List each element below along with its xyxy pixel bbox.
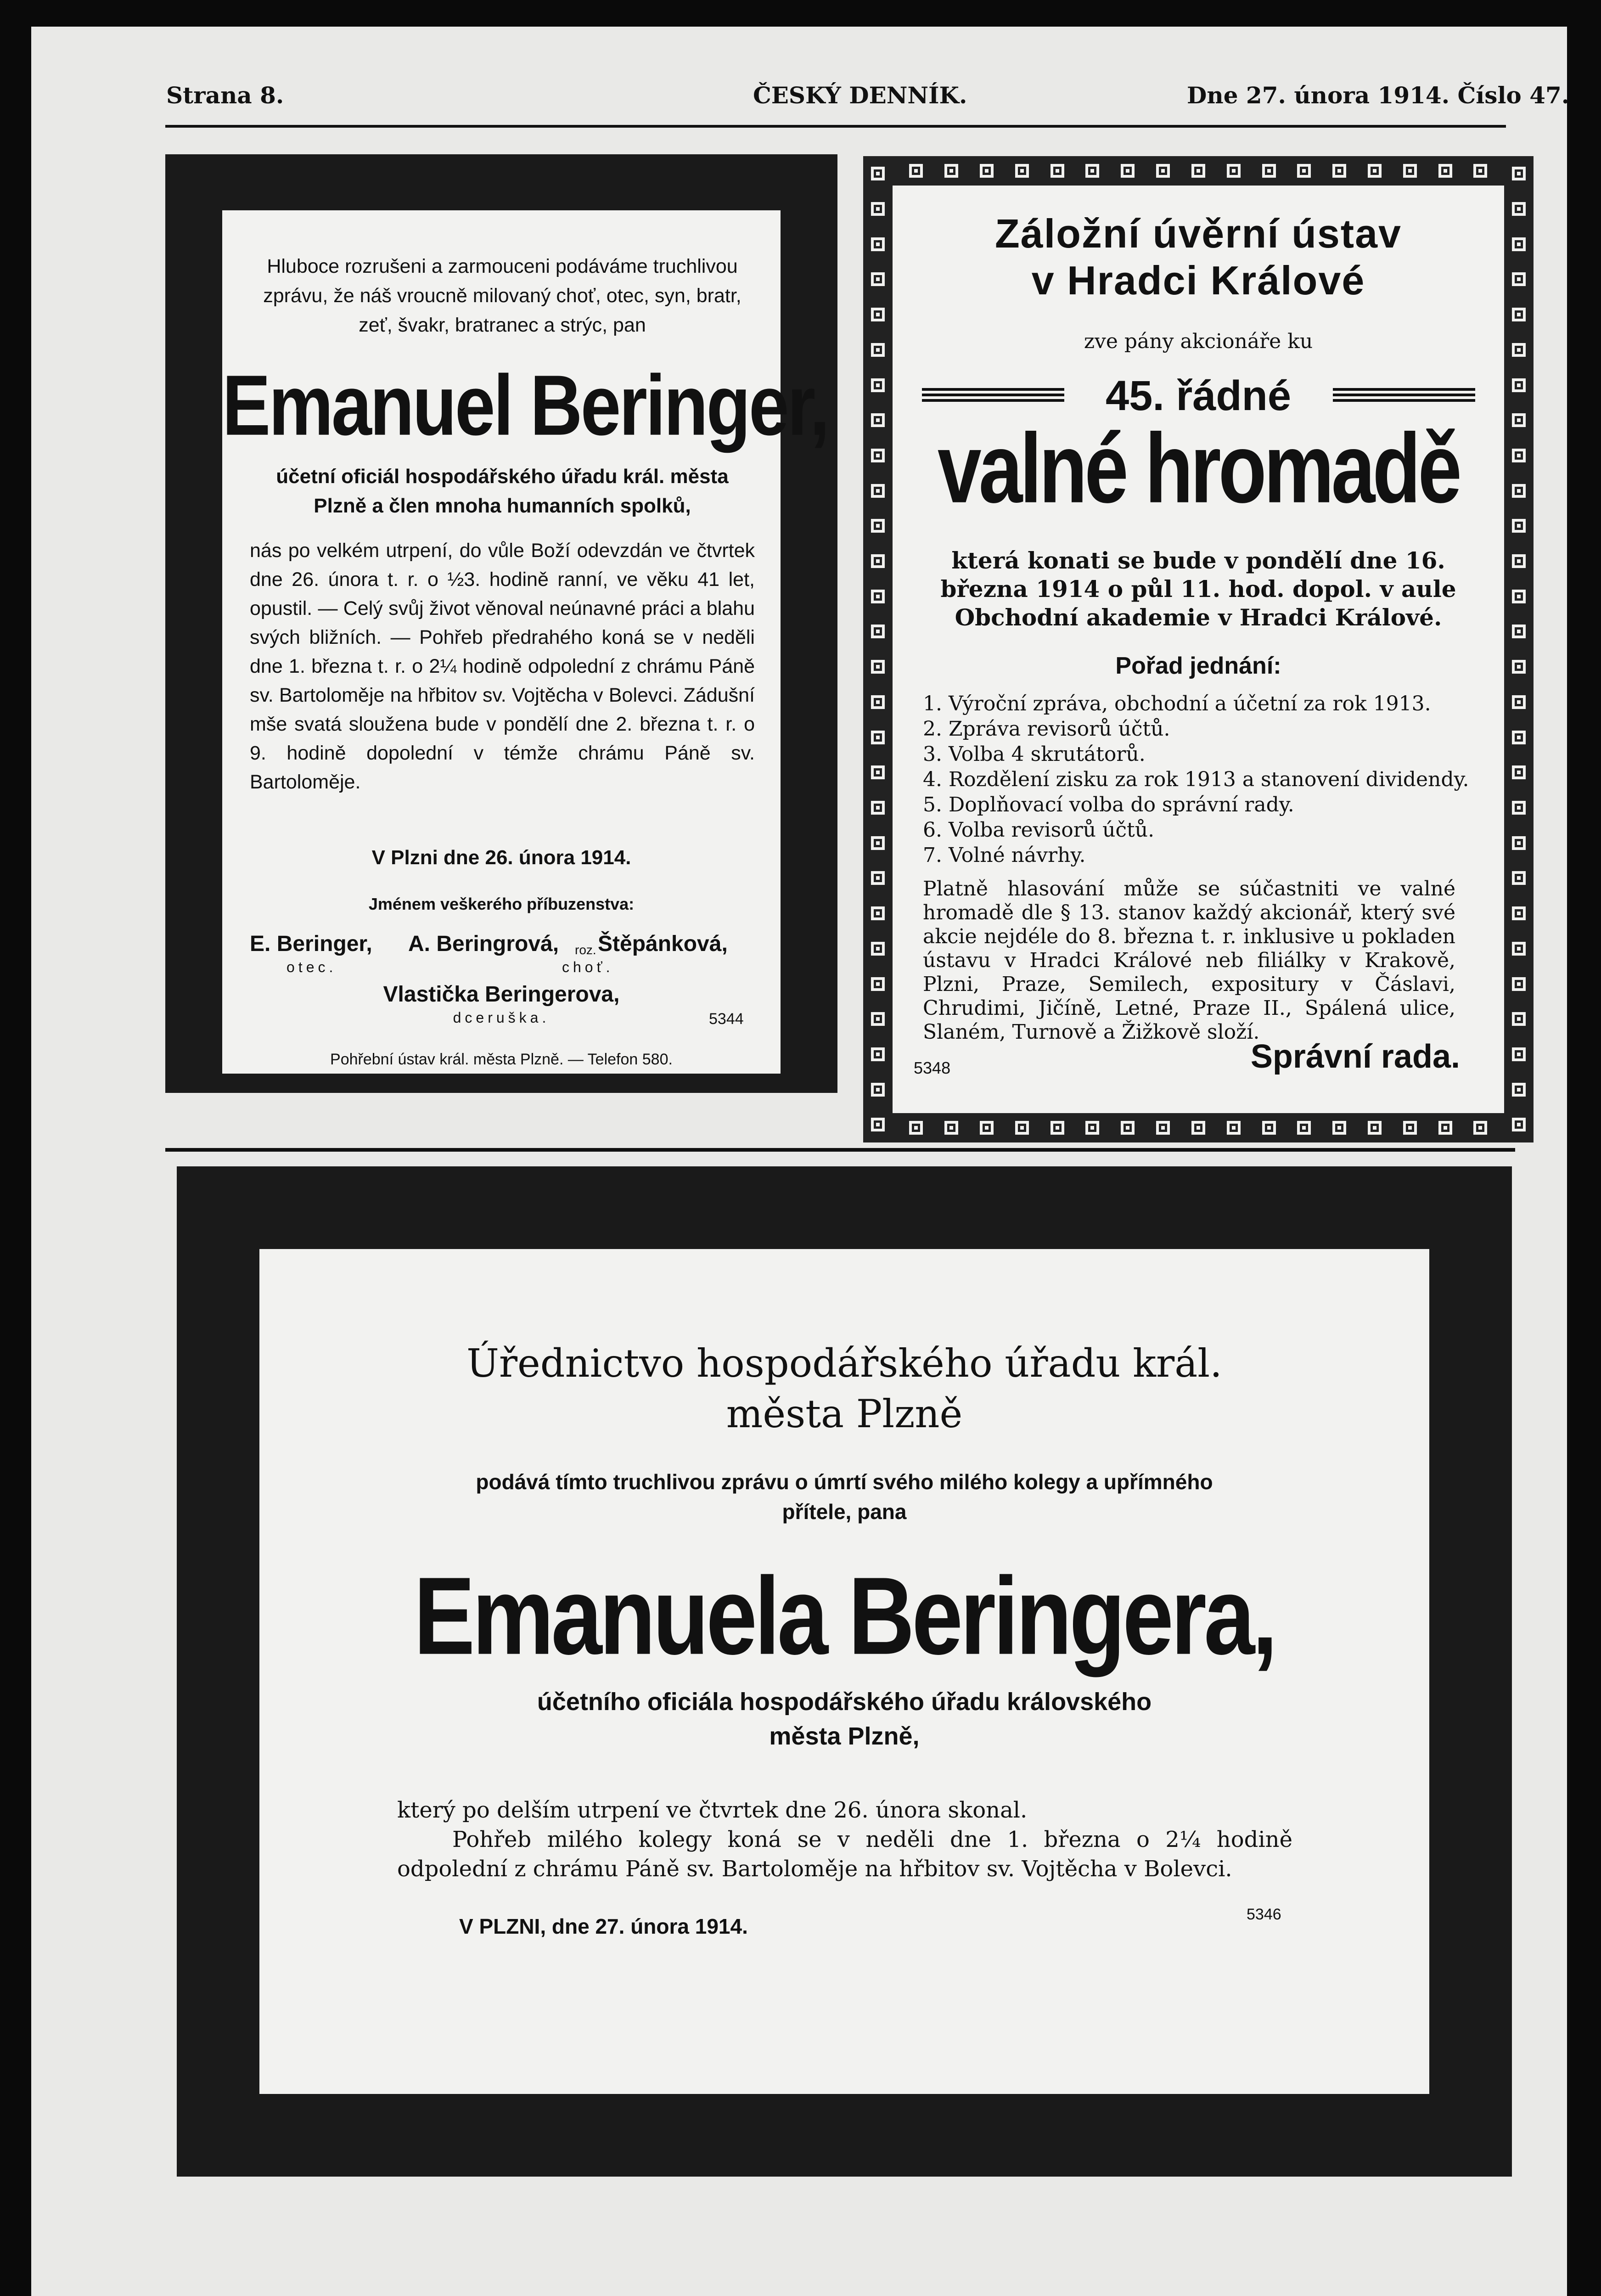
ad-number: 5346 — [1247, 1906, 1281, 1923]
obituary-body — [259, 1249, 1429, 2094]
deceased-position: účetní oficiál hospodářského úřadu král. města Plzně a člen mnoha humanních spolků, — [276, 465, 729, 517]
list-item: 6. Volba revisorů účtů. — [923, 818, 1155, 842]
agenda-list — [923, 691, 1492, 868]
obituary-body — [222, 210, 828, 1074]
signer-daughter: Vlastička Beringerova, — [383, 982, 620, 1007]
list-item: 3. Volba 4 skrutátorů. — [923, 743, 1146, 766]
bank-city: v Hradci Králové — [1031, 258, 1365, 303]
list-item: 4. Rozdělení zisku za rok 1913 a stanovení dividendy. — [923, 768, 1469, 791]
obituary-beringer-family — [165, 154, 837, 1093]
ornament-right — [1333, 388, 1475, 402]
deceased-name: Emanuela Beringera, — [414, 1554, 1275, 1678]
border-pattern-right — [1504, 156, 1534, 1142]
border-pattern-top — [863, 156, 1534, 186]
deceased-name: Emanuel Beringer, — [222, 358, 828, 453]
signer-daughter-role: dceruška. — [453, 1009, 550, 1026]
newspaper-title: ČESKÝ DENNÍK. — [753, 82, 967, 109]
signer-wife-roz: roz. — [575, 943, 596, 957]
bank-assembly-notice — [863, 156, 1534, 1142]
position-line2: města Plzně, — [769, 1722, 920, 1750]
list-item: 2. Zpráva revisorů účtů. — [923, 717, 1170, 741]
issue-date: Dne 27. února 1914. Číslo 47. — [1187, 82, 1570, 109]
border-pattern-bottom — [863, 1113, 1534, 1142]
border-pattern-left — [863, 156, 893, 1142]
voting-rules: Platně hlasování může se súčastniti ve valné hromadě dle § 13. stanov každý akcionář, který své akcie nejdéle do 8. března t. r. inklusive u pokladen ústavu v Hradci Králové neb filiálky v Krakově, Plzni, Praze, Semilech, expositury v Čáslavi, Chrudimi, Jičíně, Letné, Praze II., Spálená ulice, Slaném, Turnově a Žižkově složí. — [923, 877, 1455, 1044]
agenda-title: Pořad jednání: — [1115, 653, 1281, 679]
bank-name: Záložní úvěrní ústav — [995, 211, 1402, 256]
position-line1: účetního oficiála hospodářského úřadu královského — [537, 1688, 1152, 1716]
obituary-colleagues — [177, 1166, 1512, 2177]
meeting-number: 45. řádné — [1106, 372, 1291, 419]
intro-line2: přítele, pana — [782, 1500, 907, 1524]
organization-line2: města Plzně — [726, 1391, 963, 1436]
list-item: 7. Volné návrhy. — [923, 844, 1086, 867]
obituary-intro: Hluboce rozrušeni a zarmouceni podáváme truchlivou zprávu, že náš vroucně milovaný choť, otec, syn, bratr, zeť, švakr, bratranec a strýc, pan — [263, 255, 742, 336]
funeral-notice: Pohřeb milého kolegy koná se v neděli dne 1. března o 2¼ hodině odpolední z chrámu Páně sv. Bartoloměje na hřbitov sv. Vojtěcha v Bolevci. — [397, 1827, 1292, 1882]
assembly-title: valné hromadě — [938, 413, 1459, 523]
place-date: V PLZNI, dne 27. února 1914. — [459, 1914, 748, 1938]
list-item: 1. Výroční zpráva, obchodní a účetní za rok 1913. — [923, 692, 1431, 715]
signer-father: E. Beringer, — [250, 932, 372, 956]
invite-line: zve pány akcionáře ku — [1084, 330, 1313, 353]
list-item: 5. Doplňovací volba do správní rady. — [923, 793, 1294, 816]
header-rule — [165, 125, 1506, 128]
obituary-text: nás po velkém utrpení, do vůle Boží odevzdán ve čtvrtek dne 26. února t. r. o ½3. hodině ranní, ve věku 41 let, opustil. — Celý svůj život věnoval neúnavné práci a blahu svých bližních. — Pohřeb předrahého koná se v neděli dne 1. března t. r. o 2¼ hodině odpolední z chrámu Páně sv. Bartoloměje na hřbitov sv. Vojtěcha v Bolevci. Zádušní mše svatá sloužena bude v pondělí dne 2. března t. r. o 9. hodině dopolední v témže chrámu Páně sv. Bartoloměje. — [250, 540, 755, 793]
signer-wife-role: choť. — [562, 959, 614, 975]
ad-number: 5348 — [914, 1058, 951, 1077]
organization-line1: Úřednictvo hospodářského úřadu král. — [466, 1341, 1222, 1386]
death-notice: který po delším utrpení ve čtvrtek dne 26. února skonal. — [397, 1797, 1028, 1823]
ad-number: 5344 — [709, 1010, 744, 1028]
meeting-details: která konati se bude v pondělí dne 16. března 1914 o půl 11. hod. dopol. v aule Obchodní akademie v Hradci Králové. — [940, 547, 1456, 631]
signature: Správní rada. — [1250, 1038, 1460, 1075]
funeral-home: Pohřební ústav král. města Plzně. — Telefon 580. — [330, 1051, 673, 1068]
signer-wife-maiden: Štěpánková, — [598, 932, 728, 956]
signer-father-role: otec. — [286, 959, 337, 975]
signer-wife: A. Beringrová, — [408, 932, 559, 956]
section-divider — [165, 1148, 1515, 1152]
place-date: V Plzni dne 26. února 1914. — [371, 846, 631, 869]
intro-line1: podává tímto truchlivou zprávu o úmrtí svého milého kolegy a upřímného — [476, 1470, 1213, 1494]
family-intro: Jménem veškerého příbuzenstva: — [368, 895, 635, 913]
page-number: Strana 8. — [166, 82, 284, 109]
